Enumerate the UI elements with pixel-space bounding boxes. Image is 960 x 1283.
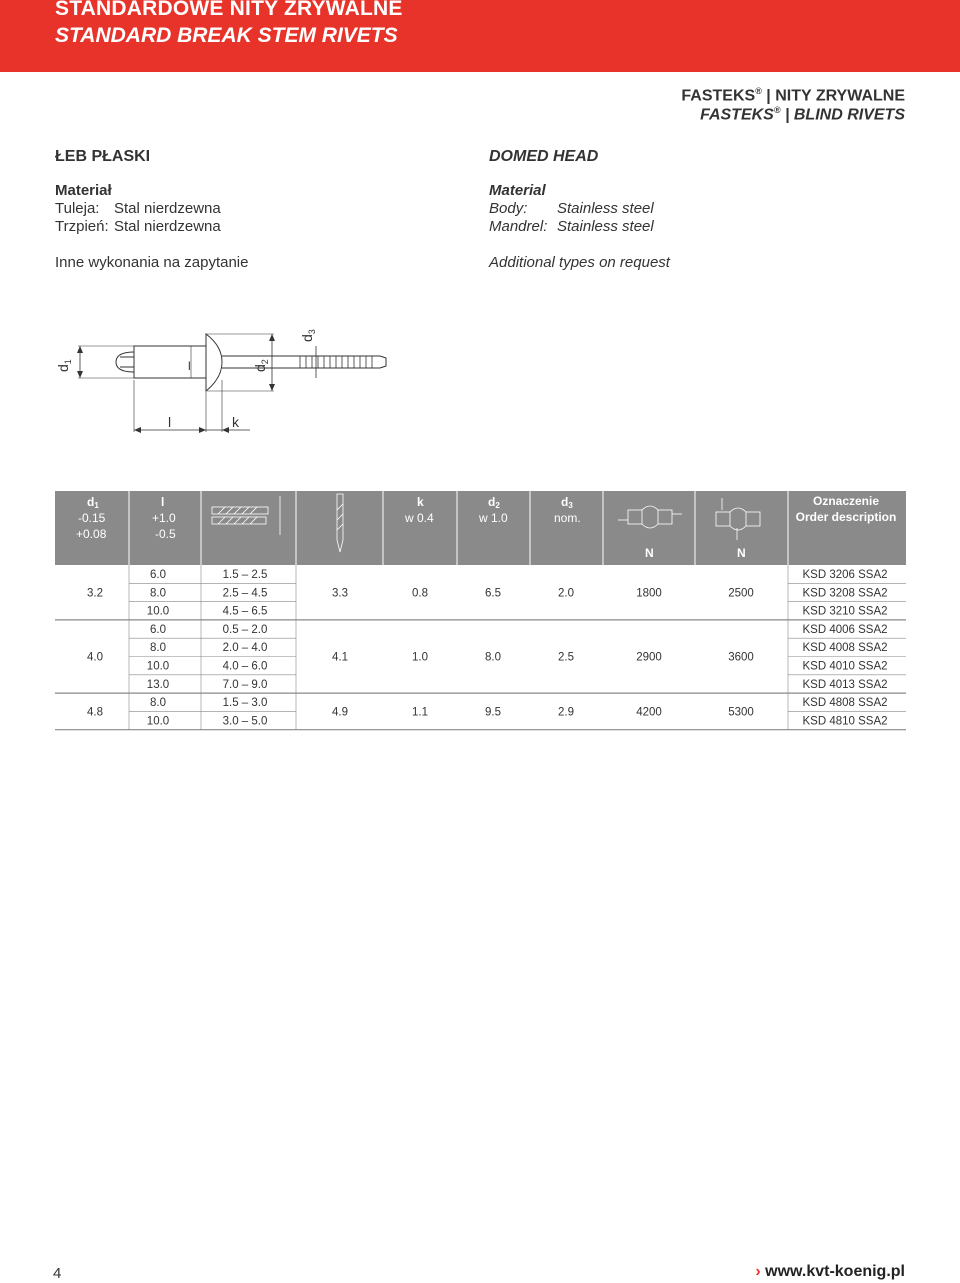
cell-k: 4.9 <box>332 706 348 719</box>
cell-order-code: KSD 4010 SSA2 <box>802 660 888 673</box>
cell-order-code: KSD 4810 SSA2 <box>802 715 888 728</box>
cell-length: 8.0 <box>150 587 166 600</box>
cell-shear-force: 1800 <box>636 587 662 600</box>
heading-en: DOMED HEAD <box>489 148 599 165</box>
cell-d2: 0.8 <box>412 587 428 600</box>
cell-d3: 9.5 <box>485 706 501 719</box>
cell-grip-range: 3.0 – 5.0 <box>222 715 268 728</box>
col-head-d2: d2 <box>488 495 500 510</box>
material-label-en: Material <box>489 182 546 199</box>
cell-length: 10.0 <box>146 660 170 673</box>
dim-label-l: l <box>168 414 172 430</box>
cell-order-code: KSD 3210 SSA2 <box>802 605 888 618</box>
col-head-d2-val: w 1.0 <box>479 511 508 525</box>
cell-length: 6.0 <box>150 623 166 636</box>
body-value-en: Stainless steel <box>557 200 654 217</box>
col-head-order-pl: Oznaczenie <box>812 494 880 508</box>
arrow-icon: › <box>755 1263 761 1280</box>
brand-line-pl: FASTEKS® | NITY ZRYWALNE <box>681 86 905 105</box>
cell-k: 4.1 <box>332 651 348 664</box>
cell-grip-range: 2.5 – 4.5 <box>222 587 268 600</box>
cell-grip-range: 1.5 – 3.0 <box>222 697 268 710</box>
cell-order-code: KSD 3206 SSA2 <box>802 569 888 581</box>
cell-grip-range: 0.5 – 2.0 <box>222 623 268 636</box>
col-head-d1-tol-minus: +0.08 <box>76 527 107 541</box>
material-label-pl: Materiał <box>55 182 112 199</box>
dim-label-d3: $d_3$ <box>299 329 317 342</box>
cell-length: 8.0 <box>150 642 166 655</box>
cell-length: 10.0 <box>146 605 170 618</box>
table-header-bg <box>55 491 906 565</box>
cell-grip-range: 4.5 – 6.5 <box>222 605 268 618</box>
title-pl: STANDARDOWE NITY ZRYWALNE <box>55 0 403 20</box>
cell-order-code: KSD 4006 SSA2 <box>802 623 888 636</box>
col-head-tensile-unit: N <box>737 546 746 560</box>
col-head-d1-tol-plus: -0.15 <box>78 511 106 525</box>
cell-length: 8.0 <box>150 697 166 710</box>
website-link[interactable] <box>755 1263 905 1281</box>
cell-mandrel-dia: 2.9 <box>558 706 574 719</box>
cell-mandrel-dia: 2.5 <box>558 651 574 664</box>
cell-grip-range: 1.5 – 2.5 <box>222 569 268 581</box>
cell-length: 6.0 <box>150 569 166 581</box>
cell-d1: 4.8 <box>87 706 103 719</box>
cell-d1: 3.2 <box>87 587 103 600</box>
col-head-d3: d3 <box>561 495 573 510</box>
cell-d1: 4.0 <box>87 651 103 664</box>
page-number: 4 <box>53 1265 62 1282</box>
mandrel-label-en: Mandrel: <box>489 218 548 235</box>
dim-label-d1: $d_1$ <box>55 359 73 372</box>
body-label-en: Body: <box>489 200 528 217</box>
heading-pl: ŁEB PŁASKI <box>55 148 151 165</box>
cell-k: 3.3 <box>332 587 348 600</box>
cell-order-code: KSD 4808 SSA2 <box>802 697 888 710</box>
col-head-l-tol-minus: -0.5 <box>155 527 176 541</box>
body-label-pl: Tuleja: <box>55 200 100 217</box>
col-head-l-tol-plus: +1.0 <box>152 511 176 525</box>
cell-d3: 8.0 <box>485 651 501 664</box>
cell-shear-force: 4200 <box>636 706 662 719</box>
cell-d2: 1.1 <box>412 706 428 719</box>
mandrel-label-pl: Trzpień: <box>55 218 109 235</box>
cell-order-code: KSD 3208 SSA2 <box>802 587 888 600</box>
website-url: www.kvt-koenig.pl <box>765 1263 905 1280</box>
cell-tensile-force: 3600 <box>728 651 754 664</box>
col-head-k-val: w 0.4 <box>405 511 434 525</box>
cell-mandrel-dia: 2.0 <box>558 587 574 600</box>
cell-length: 10.0 <box>146 715 170 728</box>
brand-line-en: FASTEKS® | BLIND RIVETS <box>700 105 905 124</box>
col-head-order-en: Order description <box>795 510 897 524</box>
cell-grip-range: 4.0 – 6.0 <box>222 660 268 673</box>
cell-length: 13.0 <box>146 678 170 691</box>
col-head-l: l <box>161 495 165 509</box>
col-head-d3-val: nom. <box>554 511 581 525</box>
cell-order-code: KSD 4013 SSA2 <box>802 678 888 691</box>
title-en: STANDARD BREAK STEM RIVETS <box>55 24 398 47</box>
cell-d3: 6.5 <box>485 587 501 600</box>
dim-label-l-mid: l <box>188 359 191 373</box>
body-value-pl: Stal nierdzewna <box>114 200 221 217</box>
col-head-shear-unit: N <box>645 546 654 560</box>
cell-order-code: KSD 4008 SSA2 <box>802 642 888 655</box>
dim-label-k: k <box>232 414 239 430</box>
dim-label-d2: $d_2$ <box>252 359 270 372</box>
cell-tensile-force: 2500 <box>728 587 754 600</box>
mandrel-value-en: Stainless steel <box>557 218 654 235</box>
col-head-k: k <box>417 495 424 509</box>
cell-grip-range: 7.0 – 9.0 <box>222 678 268 691</box>
cell-grip-range: 2.0 – 4.0 <box>222 642 268 655</box>
cell-d2: 1.0 <box>412 651 428 664</box>
note-pl: Inne wykonania na zapytanie <box>55 254 249 271</box>
mandrel-value-pl: Stal nierdzewna <box>114 218 221 235</box>
cell-tensile-force: 5300 <box>728 706 754 719</box>
note-en: Additional types on request <box>489 254 670 271</box>
col-head-d1: d1 <box>87 495 99 510</box>
cell-shear-force: 2900 <box>636 651 662 664</box>
